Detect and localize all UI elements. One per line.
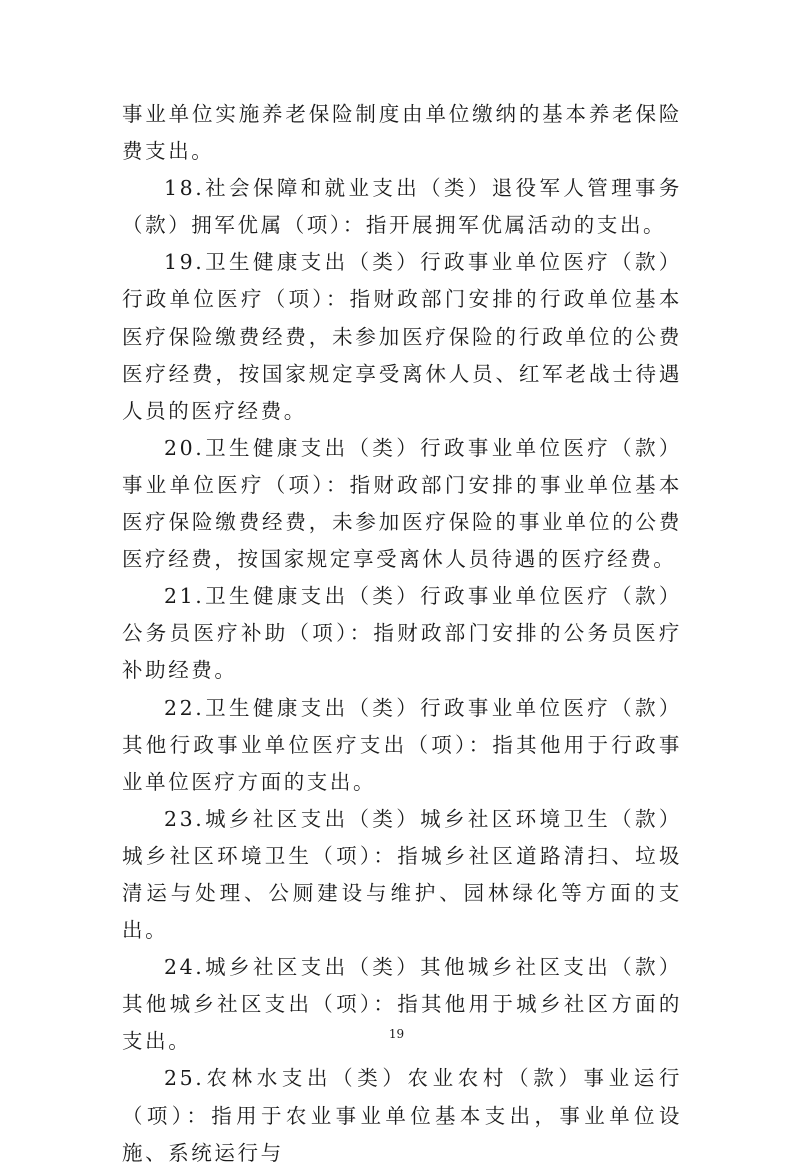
paragraph-item-24: 24.城乡社区支出（类）其他城乡社区支出（款）其他城乡社区支出（项）：指其他用于城乡社区方面的支出。 [122,955,682,1054]
paragraph-item-23: 23.城乡社区支出（类）城乡社区环境卫生（款）城乡社区环境卫生（项）：指城乡社区道路清扫、垃圾清运与处理、公厕建设与维护、园林绿化等方面的支出。 [122,806,682,943]
paragraph-item-20: 20.卫生健康支出（类）行政事业单位医疗（款）事业单位医疗（项）：指财政部门安排的事业单位基本医疗保险缴费经费，未参加医疗保险的事业单位的公费医疗经费，按国家规定享受离休人员待遇的医疗经费。 [122,435,682,572]
paragraph-item-22: 22.卫生健康支出（类）行政事业单位医疗（款）其他行政事业单位医疗支出（项）：指其他用于行政事业单位医疗方面的支出。 [122,695,682,794]
paragraph-item-18: 18.社会保障和就业支出（类）退役军人管理事务（款）拥军优属（项）：指开展拥军优属活动的支出。 [122,176,682,238]
paragraph-item-19: 19.卫生健康支出（类）行政事业单位医疗（款）行政单位医疗（项）：指财政部门安排的行政单位基本医疗保险缴费经费，未参加医疗保险的行政单位的公费医疗经费，按国家规定享受离休人员、红军老战士待遇人员的医疗经费。 [122,250,682,423]
page-number: 19 [388,1027,405,1041]
document-body [122,96,682,1172]
paragraph-item-25: 25.农林水支出（类）农业农村（款）事业运行（项）：指用于农业事业单位基本支出，事业单位设施、系统运行与 [122,1066,682,1165]
paragraph-item-21: 21.卫生健康支出（类）行政事业单位医疗（款）公务员医疗补助（项）：指财政部门安排的公务员医疗补助经费。 [122,584,682,683]
paragraph-continuation: 事业单位实施养老保险制度由单位缴纳的基本养老保险费支出。 [122,102,682,164]
